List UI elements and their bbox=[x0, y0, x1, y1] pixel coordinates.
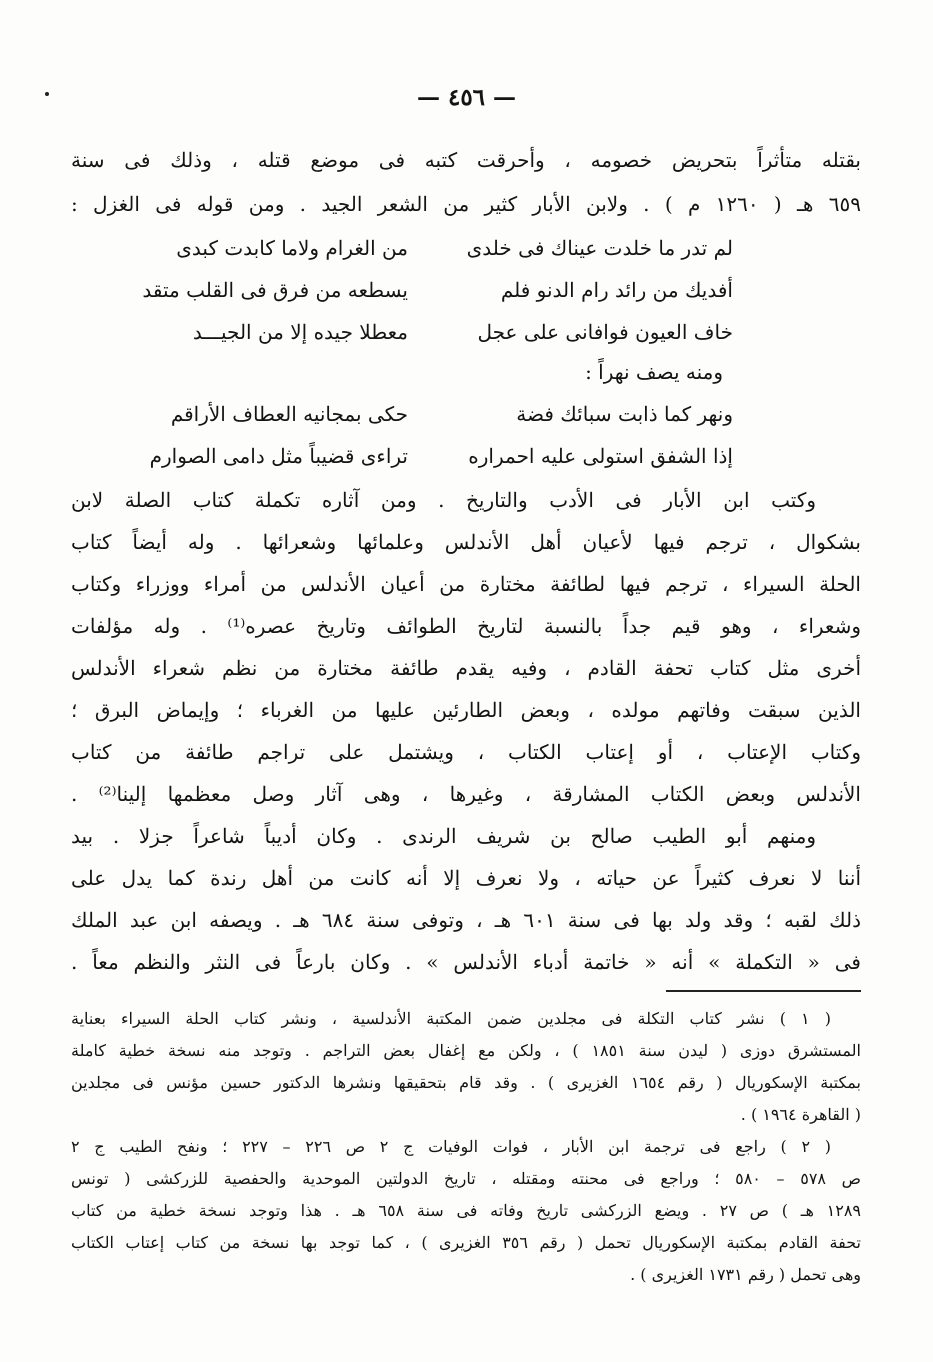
poem1-hemistich-second: معطلا جيده إلا من الجيـــد bbox=[192, 320, 408, 344]
body-line: وكتب ابن الأبار فى الأدب والتاريخ . ومن آثاره تكملة كتاب الصلة لابن bbox=[71, 488, 816, 512]
footnote-line: ( ١ ) نشر كتاب التكلة فى مجلدين ضمن المكتبة الأندلسية ، ونشر كتاب الحلة السيراء بعناية bbox=[71, 1009, 831, 1028]
body-line: ذلك لقبه ؛ وقد ولد بها فى سنة ٦٠١ هـ ، وتوفى سنة ٦٨٤ هـ . ويصفه ابن عبد الملك bbox=[71, 908, 861, 932]
page-number: — ٤٥٦ — bbox=[416, 84, 517, 111]
body-line: وكتاب الإعتاب ، أو إعتاب الكتاب ، ويشتمل على تراجم طائفة من كتاب bbox=[71, 740, 861, 764]
poem1-hemistich-first: لم تدر ما خلدت عيناك فى خلدى bbox=[466, 236, 733, 260]
body-line: ومنهم أبو الطيب صالح بن شريف الرندى . وكان أديباً شاعراً جزلا . بيد bbox=[71, 824, 816, 848]
body-line: فى « التكملة » أنه « خاتمة أدباء الأندلس » . وكان بارعاً فى النثر والنظم معاً . bbox=[71, 950, 861, 974]
poem2-hemistich-second: تراءى قضيباً مثل دامى الصوارم bbox=[149, 444, 408, 468]
body-line: الحلة السيراء ، ترجم فيها لطائفة مختارة من أعيان الأندلس من أمراء ووزراء وكتاب bbox=[71, 572, 861, 596]
poem2-hemistich-first: إذا الشفق استولى عليه احمراره bbox=[468, 444, 733, 468]
body-line: وشعراء ، وهو قيم جداً بالنسبة لتاريخ الطوائف وتاريخ عصره⁽¹⁾ . وله مؤلفات bbox=[71, 614, 861, 638]
footnote-line: بمكتبة الإسكوريال ( رقم ١٦٥٤ الغزيرى ) . وقد قام بتحقيقها ونشرها الدكتور حسين مؤنس فى مجلدين bbox=[71, 1073, 861, 1092]
body-line: أخرى مثل كتاب تحفة القادم ، وفيه يقدم طائفة مختارة من نظم شعراء الأندلس bbox=[71, 656, 861, 680]
body-line: أننا لا نعرف كثيراً عن حياته ، ولا نعرف إلا أنه كانت من أهل رندة كما يدل على bbox=[71, 866, 861, 890]
poem2-hemistich-second: حكى بمجانيه العطاف الأراقم bbox=[170, 402, 408, 426]
footnote-line: تحفة القادم بمكتبة الإسكوريال تحمل ( رقم ٣٥٦ الغزيرى ) ، كما توجد بها نسخة من كتاب إعتاب الكتاب bbox=[71, 1233, 861, 1252]
footnote-separator bbox=[666, 990, 861, 992]
poem1-hemistich-second: يسطعه من فرق فى القلب متقد bbox=[142, 278, 408, 302]
body-line: الأندلس وبعض الكتاب المشارقة ، وغيرها ، وهى آثار وصل معظمها إلينا⁽²⁾ . bbox=[71, 782, 861, 806]
poem2-hemistich-first: ونهر كما ذابت سبائك فضة bbox=[516, 402, 733, 426]
body-line: الذين سبقت وفاتهم مولده ، وبعض الطارئين عليها من الغرباء ؛ وإيماض البرق ؛ bbox=[71, 698, 861, 722]
footnote-line: ( ٢ ) راجع فى ترجمة ابن الأبار ، فوات الوفيات ج ٢ ص ٢٢٦ – ٢٢٧ ؛ ونفح الطيب ج ٢ bbox=[71, 1137, 831, 1156]
body-line: بشكوال ، ترجم فيها لأعيان أهل الأندلس وعلمائها وشعرائها . وله أيضاً كتاب bbox=[71, 530, 861, 554]
body-line: بقتله متأثراً بتحريض خصومه ، وأحرقت كتبه فى موضع قتله ، وذلك فى سنة bbox=[71, 148, 861, 172]
footnote-line: ١٢٨٩ هـ ) ص ٢٧ . ويضع الزركشى تاريخ وفاته فى سنة ٦٥٨ هـ . هذا وتوجد نسخة خطية من كتاب bbox=[71, 1201, 861, 1220]
poem1-hemistich-second: من الغرام ولاما كابدت كبدى bbox=[176, 236, 408, 260]
footnote-line: المستشرق دوزى ( ليدن سنة ١٨٥١ ) ، ولكن مع إغفال بعض التراجم . وتوجد منه نسخة خطية كاملة bbox=[71, 1041, 861, 1060]
footnote-line: وهى تحمل ( رقم ١٧٣١ الغزيرى ) . bbox=[630, 1265, 861, 1284]
poem1-hemistich-first: أفديك من رائد رام الدنو فلم bbox=[500, 278, 733, 302]
footnote-line: ص ٥٧٨ – ٥٨٠ ؛ وراجع فى محنته ومقتله ، تاريخ الدولتين الموحدية والحفصية للزركشى ( تونس bbox=[71, 1169, 861, 1188]
poem2-intro: ومنه يصف نهراً : bbox=[585, 360, 723, 384]
poem1-hemistich-first: خاف العيون فوافانى على عجل bbox=[477, 320, 733, 344]
body-line: ٦٥٩ هـ ( ١٢٦٠ م ) . ولابن الأبار كثير من الشعر الجيد . ومن قوله فى الغزل : bbox=[71, 192, 861, 216]
footnote-line: ( القاهرة ١٩٦٤ ) . bbox=[740, 1105, 861, 1124]
